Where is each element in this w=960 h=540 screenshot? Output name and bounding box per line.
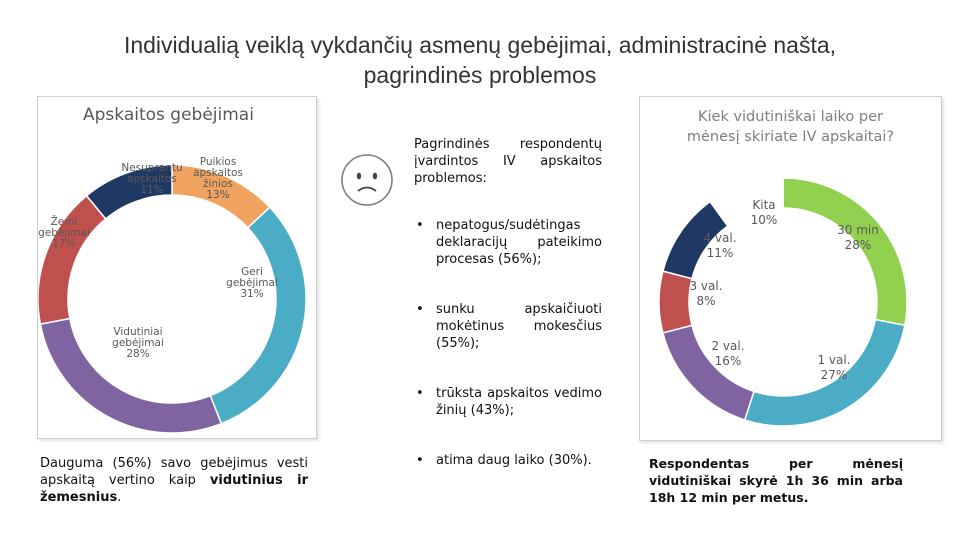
problem-text: sunku apskaičiuoti mokėtinus mokesčius (55%);	[436, 302, 602, 351]
slice-label: 30 min 28%	[837, 223, 879, 252]
problem-item	[414, 385, 602, 419]
slice-label: Nesuprantu apskaitos 11%	[121, 162, 183, 196]
problems-section	[414, 136, 602, 502]
bullet: •	[416, 386, 424, 401]
donut-slice	[38, 196, 106, 324]
problem-text: nepatogus/sudėtingas deklaracijų pateikimo procesas (56%);	[436, 218, 602, 267]
caption-end: .	[117, 490, 122, 505]
monthly-time-chart-title-line-2: mėnesį skiriate IV apskaitai?	[686, 129, 895, 145]
donut-slice	[210, 207, 306, 423]
problem-item	[414, 452, 602, 469]
monthly-time-chart-panel	[639, 96, 942, 441]
problem-text: trūksta apskaitos vedimo žinių (43%);	[436, 386, 602, 418]
accounting-skills-chart-title: Apskaitos gebėjimai	[83, 105, 254, 125]
slice-label: 1 val. 27%	[817, 353, 851, 382]
accounting-skills-donut	[38, 97, 316, 438]
problem-text: atima daug laiko (30%).	[436, 453, 592, 468]
accounting-skills-caption	[40, 455, 308, 506]
problems-intro: Pagrindinės respondentų įvardintos IV apskaitos problemos:	[414, 137, 602, 186]
slice-label: Geri gebėjimai 31%	[226, 266, 278, 300]
bullet: •	[416, 453, 424, 468]
bullet: •	[416, 302, 424, 317]
slice-label: Kita 10%	[750, 198, 778, 227]
monthly-time-caption: Respondentas per mėnesį vidutiniškai skyrė 1h 36 min arba 18h 12 min per metus.	[649, 456, 903, 505]
slice-label: 2 val. 16%	[711, 339, 745, 368]
caption-text: Dauguma (56%) savo gebėjimus vesti apskaitą vertino kaip	[40, 456, 308, 488]
slice-label: Žemi gebėjimai 17%	[38, 216, 90, 250]
caption-bold: vidutinius ir žemesnius	[40, 473, 308, 505]
donut-slice	[659, 271, 692, 333]
monthly-time-donut	[640, 97, 941, 440]
page-title-line-2: pagrindinės problemos	[363, 62, 597, 88]
sad-face-icon	[340, 153, 394, 207]
accounting-skills-chart-panel	[37, 96, 317, 439]
problems-list	[414, 217, 602, 469]
page-title	[0, 30, 960, 90]
slice-label: Vidutiniai gebėjimai 28%	[112, 326, 164, 360]
bullet: •	[416, 218, 424, 233]
slice-label: Puikios apskaitos žinios 13%	[193, 156, 243, 201]
slice-label: 3 val. 8%	[689, 279, 723, 308]
page-title-line-1: Individualią veiklą vykdančių asmenų gebėjimai, administracinė našta,	[123, 32, 837, 58]
slice-label: 4 val. 11%	[703, 231, 737, 260]
problem-item	[414, 301, 602, 352]
problem-item	[414, 217, 602, 268]
monthly-time-chart-title-line-1: Kiek vidutiniškai laiko per	[697, 109, 883, 125]
